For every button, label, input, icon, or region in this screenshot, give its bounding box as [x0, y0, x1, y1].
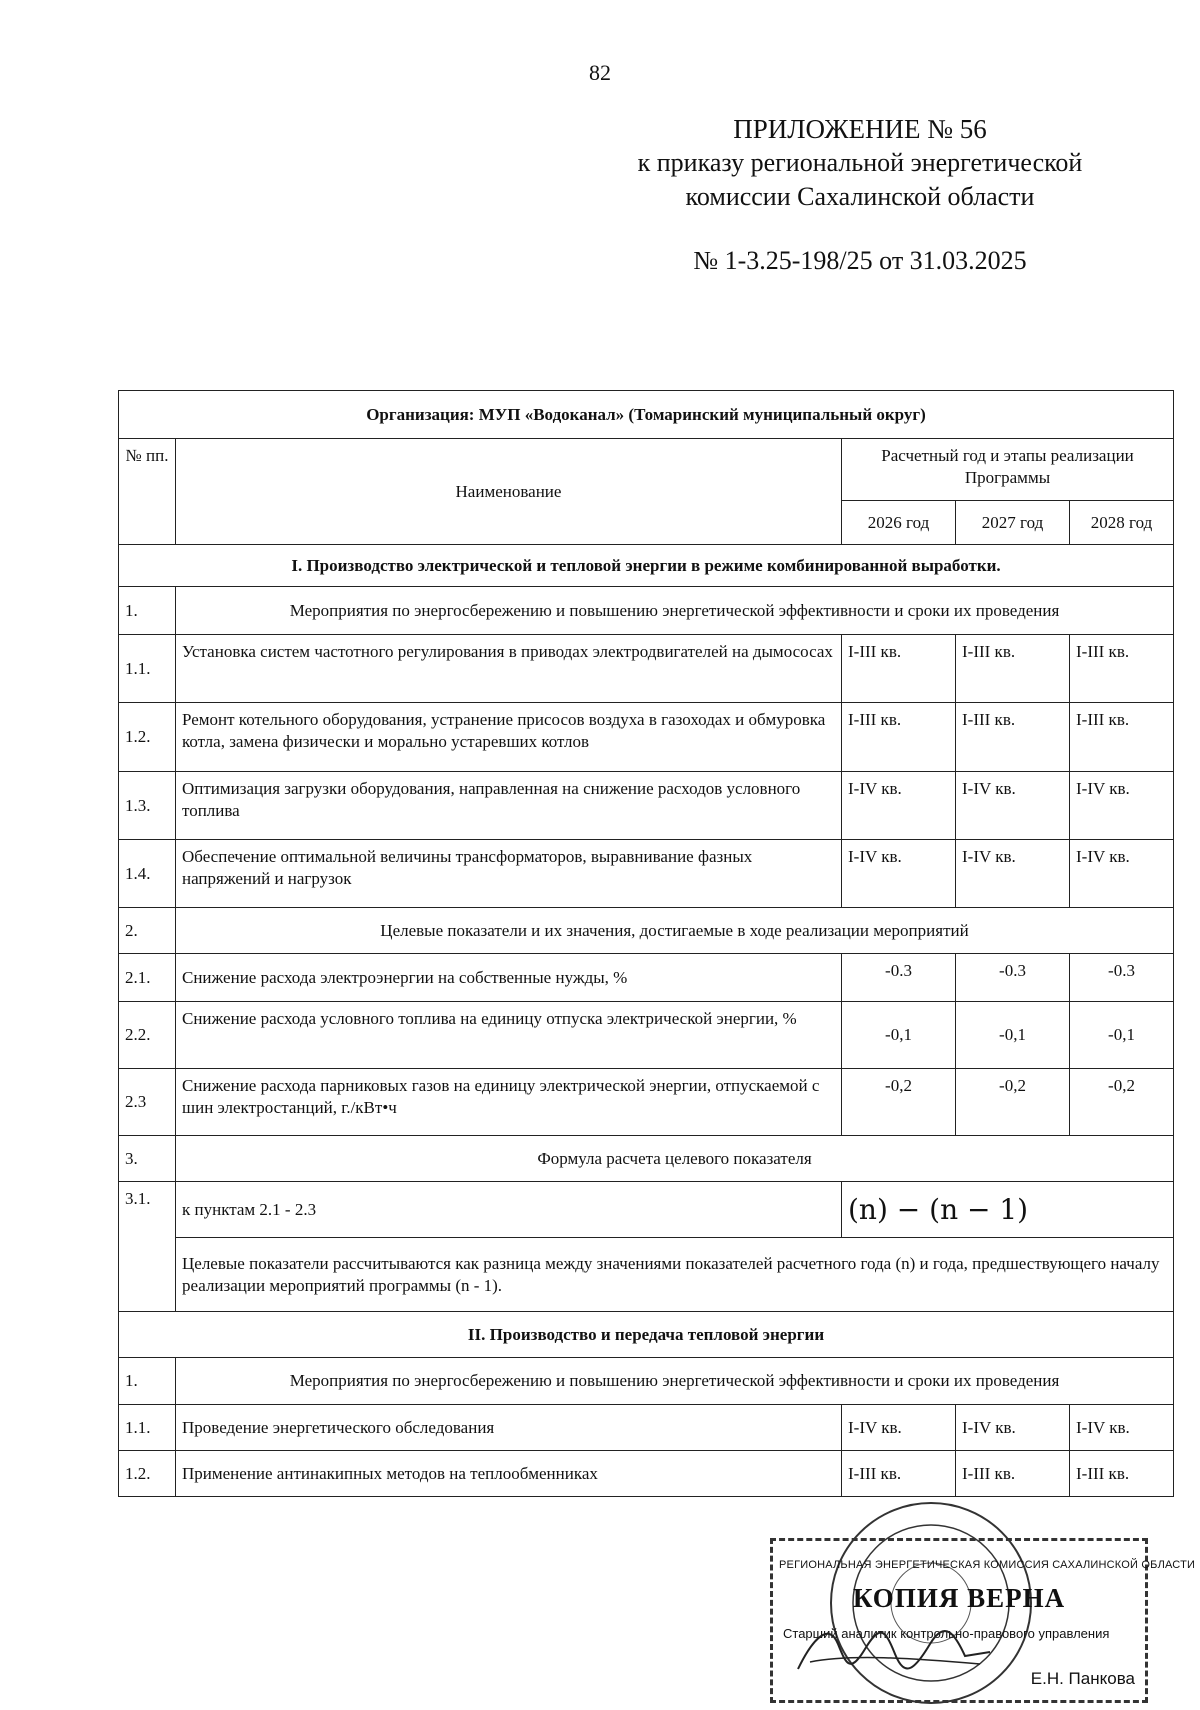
- row-number: 2.1.: [119, 954, 176, 1002]
- col-header-name: Наименование: [176, 439, 842, 545]
- row-value-2027: -0,1: [956, 1002, 1070, 1069]
- row-number: 1.2.: [119, 1451, 176, 1497]
- row-value-2028: -0.3: [1070, 954, 1174, 1002]
- row-value-2026: I-III кв.: [842, 635, 956, 703]
- row-name: Снижение расхода электроэнергии на собственные нужды, %: [176, 954, 842, 1002]
- row-value-2028: I-IV кв.: [1070, 772, 1174, 840]
- row-value-2026: I-IV кв.: [842, 1405, 956, 1451]
- row-value-2028: I-III кв.: [1070, 703, 1174, 772]
- appendix-title: ПРИЛОЖЕНИЕ № 56: [733, 114, 987, 144]
- row-value-2027: -0,2: [956, 1069, 1070, 1136]
- row-name: Снижение расхода условного топлива на единицу отпуска электрической энергии, %: [176, 1002, 842, 1069]
- col-header-period: Расчетный год и этапы реализации Программы: [842, 439, 1174, 501]
- s1-targets-title: Целевые показатели и их значения, достигаемые в ходе реализации мероприятий: [176, 908, 1174, 954]
- organization-title: Организация: МУП «Водоканал» (Томаринский муниципальный округ): [119, 391, 1174, 439]
- row-value-2028: I-IV кв.: [1070, 1405, 1174, 1451]
- row-number: 1.3.: [119, 772, 176, 840]
- row-value-2027: I-IV кв.: [956, 840, 1070, 908]
- row-value-2026: I-IV кв.: [842, 840, 956, 908]
- stamp-title: КОПИЯ ВЕРНА: [852, 1583, 1066, 1613]
- row-value-2026: -0,1: [842, 1002, 956, 1069]
- row-value-2028: I-III кв.: [1070, 1451, 1174, 1497]
- col-header-year-2: 2027 год: [956, 501, 1070, 545]
- row-value-2026: I-IV кв.: [842, 772, 956, 840]
- row-name: Снижение расхода парниковых газов на единицу электрической энергии, отпускаемой с шин электростанций, г./кВт•ч: [176, 1069, 842, 1136]
- row-name: к пунктам 2.1 - 2.3: [176, 1182, 842, 1238]
- stamp-signer: Е.Н. Панкова: [1030, 1669, 1135, 1688]
- row-value-2027: -0.3: [956, 954, 1070, 1002]
- row-number: 1.1.: [119, 1405, 176, 1451]
- row-number: 1.2.: [119, 703, 176, 772]
- section-1-title: I. Производство электрической и тепловой энергии в режиме комбинированной выработки.: [119, 545, 1174, 587]
- row-value-2026: -0,2: [842, 1069, 956, 1136]
- row-value-2028: I-IV кв.: [1070, 840, 1174, 908]
- row-number: 1.1.: [119, 635, 176, 703]
- row-name: Обеспечение оптимальной величины трансформаторов, выравнивание фазных напряжений и нагрузок: [176, 840, 842, 908]
- page-number: 82: [589, 60, 611, 85]
- program-table: [118, 390, 1174, 1497]
- row-number: 2.3: [119, 1069, 176, 1136]
- row-number: 3.1.: [119, 1182, 176, 1312]
- formula-expression: (n) − (n − 1): [842, 1182, 1174, 1238]
- row-number: 1.4.: [119, 840, 176, 908]
- row-name: Оптимизация загрузки оборудования, направленная на снижение расходов условного топлива: [176, 772, 842, 840]
- row-value-2027: I-III кв.: [956, 703, 1070, 772]
- row-value-2026: I-III кв.: [842, 703, 956, 772]
- stamp-position: Старший аналитик контрольно-правового управления: [783, 1626, 1110, 1641]
- row-number: 1.: [119, 587, 176, 635]
- row-name: Ремонт котельного оборудования, устранение присосов воздуха в газоходах и обмуровка котла, замена физически и морально устаревших котлов: [176, 703, 842, 772]
- row-number: 2.2.: [119, 1002, 176, 1069]
- col-header-year-3: 2028 год: [1070, 501, 1174, 545]
- row-value-2028: I-III кв.: [1070, 635, 1174, 703]
- col-header-year-1: 2026 год: [842, 501, 956, 545]
- row-value-2027: I-IV кв.: [956, 1405, 1070, 1451]
- s1-formula-title: Формула расчета целевого показателя: [176, 1136, 1174, 1182]
- stamp-organization: РЕГИОНАЛЬНАЯ ЭНЕРГЕТИЧЕСКАЯ КОМИССИЯ САХАЛИНСКОЙ ОБЛАСТИ: [779, 1559, 1196, 1571]
- col-header-number: № пп.: [119, 439, 176, 545]
- order-number: № 1-3.25-198/25 от 31.03.2025: [693, 246, 1027, 275]
- row-value-2026: -0.3: [842, 954, 956, 1002]
- row-value-2027: I-III кв.: [956, 1451, 1070, 1497]
- row-name: Проведение энергетического обследования: [176, 1405, 842, 1451]
- appendix-line-1: к приказу региональной энергетической: [637, 148, 1083, 177]
- s1-measures-title: Мероприятия по энергосбережению и повышению энергетической эффективности и сроки их проведения: [176, 587, 1174, 635]
- handwritten-signature: [790, 1614, 1000, 1684]
- appendix-header: [540, 112, 1180, 214]
- s2-measures-title: Мероприятия по энергосбережению и повышению энергетической эффективности и сроки их проведения: [176, 1358, 1174, 1405]
- row-number: 1.: [119, 1358, 176, 1405]
- row-name: Установка систем частотного регулирования в приводах электродвигателей на дымососах: [176, 635, 842, 703]
- row-number: 3.: [119, 1136, 176, 1182]
- row-value-2028: -0,1: [1070, 1002, 1174, 1069]
- row-value-2028: -0,2: [1070, 1069, 1174, 1136]
- section-2-title: II. Производство и передача тепловой энергии: [119, 1312, 1174, 1358]
- row-value-2026: I-III кв.: [842, 1451, 956, 1497]
- row-value-2027: I-III кв.: [956, 635, 1070, 703]
- formula-note: Целевые показатели рассчитываются как разница между значениями показателей расчетного года (n) и года, предшествующего началу реализации мероприятий программы (n - 1).: [176, 1238, 1174, 1312]
- row-name: Применение антинакипных методов на теплообменниках: [176, 1451, 842, 1497]
- appendix-line-2: комиссии Сахалинской области: [685, 182, 1035, 211]
- row-number: 2.: [119, 908, 176, 954]
- row-value-2027: I-IV кв.: [956, 772, 1070, 840]
